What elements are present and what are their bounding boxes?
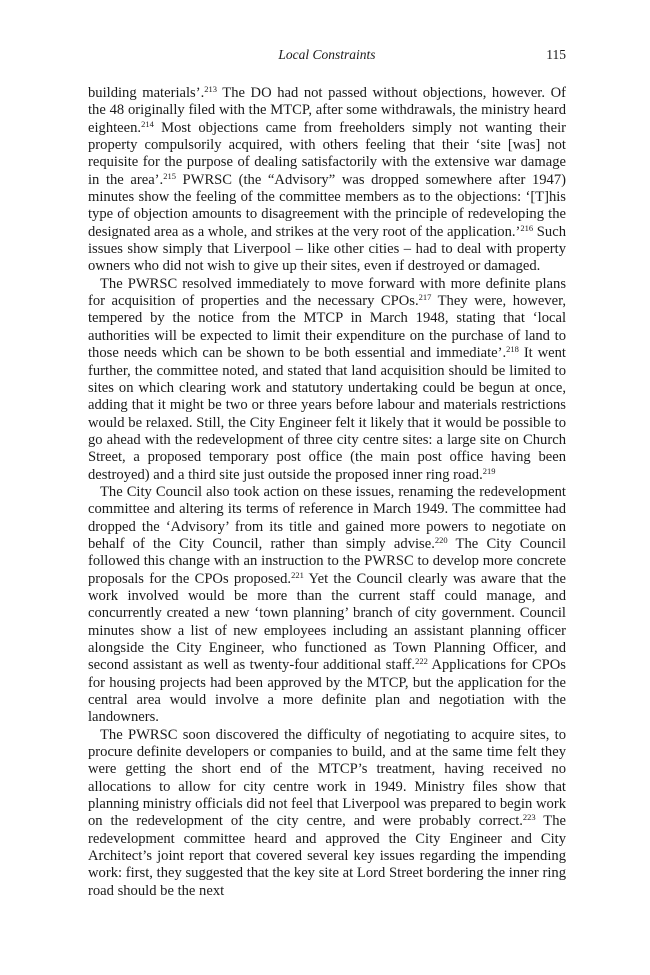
paragraph-text: The PWRSC soon discovered the difficulty of negotiating to acquire sites, to procure definite developers or companies to build, and at the same time felt they were getting the short end of the MTCP’s treatment, having received no allocations to allow for city centre work in 1949. Ministry files show that planning ministry officials did not feel that Liverpool was prepared to begin work on the redevelopment of the city centre, and were probably correct. [88, 726, 566, 830]
paragraph [88, 727, 566, 900]
footnote-ref: 214 [141, 118, 154, 129]
paragraph-text: Applications for CPOs for housing projects had been approved by the MTCP, but the application for the central area would involve a more definite plan and negotiation with the landowners. [88, 657, 566, 726]
paragraph-text: The PWRSC resolved immediately to move forward with more definite plans for acquisition of properties and the necessary CPOs. [88, 275, 566, 310]
footnote-ref: 220 [434, 534, 448, 545]
page-number: 115 [546, 47, 566, 62]
body-text [88, 85, 566, 900]
paragraph-text: The City Council also took action on these issues, renaming the redevelopment committee and altering its terms of reference in March 1949. The committee had dropped the ‘Advisory’ from its title and gained more powers to negotiate on behalf of the City Council, rather than simply advise. [88, 483, 566, 552]
paragraph-text: They were, however, tempered by the notice from the MTCP in March 1948, stating that ‘local authorities will be expected to limit their expenditure on the purchase of land to those needs which can be shown to be both essential and immediate’. [88, 293, 566, 362]
footnote-ref: 219 [482, 465, 496, 476]
paragraph-text: building materials’. [88, 85, 205, 101]
footnote-ref: 222 [415, 656, 428, 667]
footnote-ref: 216 [520, 222, 534, 233]
paragraph-text: The redevelopment committee heard and approved the City Engineer and City Architect’s joint report that covered several key issues regarding the impending work: first, they suggested that the key site at Lord Street bordering the inner ring road should be the next [88, 813, 566, 899]
paragraph-text: PWRSC (the “Advisory” was dropped somewhere after 1947) minutes show the feeling of the committee members as to the objections: ‘[T]his type of objection amounts to disagreement with the principle of redeveloping the designated area as a whole, and strikes at the very root of the application.’ [88, 171, 566, 240]
paragraph-text: Yet the Council clearly was aware that the work involved would be more than the current staff could manage, and concurrently created a new ‘town planning’ branch of city government. Council minutes show a list of new employees including an assistant planning officer alongside the City Engineer, who functioned as Town Planning Officer, and second assistant as well as twenty-four additional staff. [88, 570, 566, 674]
paragraph [88, 85, 566, 276]
footnote-ref: 223 [522, 812, 536, 823]
footnote-ref: 217 [418, 292, 432, 303]
paragraph-text: Most objections came from freeholders simply not wanting their property compulsorily acquired, with others feeling that their ‘site [was] not requisite for the purpose of dealing satisfactorily with the extensive war damage in the area’. [88, 119, 566, 188]
running-head-title: Local Constraints [278, 47, 376, 62]
paragraph-text: The City Council followed this change with an instruction to the PWRSC to develop more concrete proposals for the CPOs proposed. [88, 535, 566, 587]
paragraph-text: It went further, the committee noted, and stated that land acquisition should be limited to sites on which clearing work and statutory undertaking could be begun at once, adding that it might be two or three years before labour and materials restrictions would be relaxed. Still, the City Engineer felt it likely that it would be possible to go ahead with the redevelopment of three city centre sites: a large site on Church Street, a proposed temporary post office (the main post office having been destroyed) and a third site just outside the proposed inner ring road. [88, 345, 566, 483]
paragraph [88, 484, 566, 727]
footnote-ref: 213 [204, 84, 217, 94]
paragraph-text: The DO had not passed without objections, however. Of the 48 originally filed with the MTCP, after some withdrawals, the ministry heard eighteen. [88, 85, 566, 136]
footnote-ref: 221 [291, 569, 304, 580]
paragraph-text: Such issues show simply that Liverpool – like other cities – had to deal with property owners who did not wish to give up their sites, even if destroyed or damaged. [88, 223, 566, 275]
paragraph [88, 276, 566, 484]
footnote-ref: 218 [506, 344, 519, 355]
footnote-ref: 215 [163, 170, 176, 181]
